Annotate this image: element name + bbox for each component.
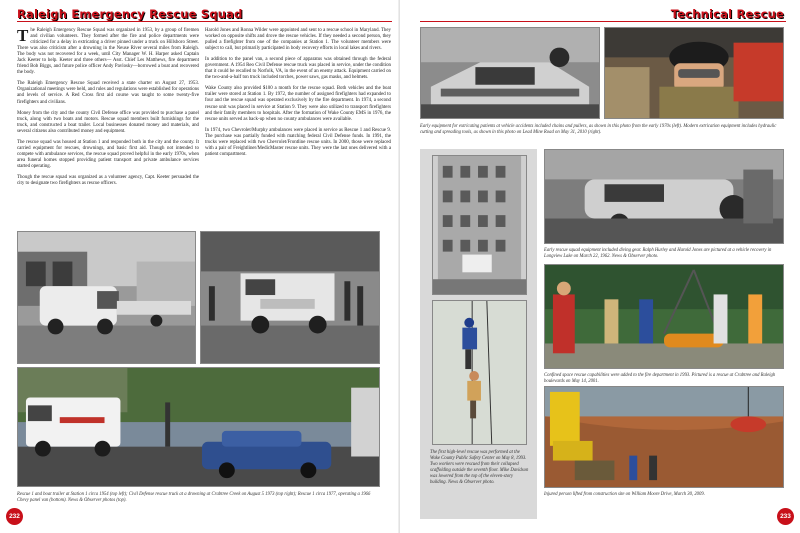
- photo-public-safety-center: [432, 155, 527, 295]
- page-number-left: 232: [6, 508, 23, 525]
- article-column-2: [205, 28, 391, 163]
- paragraph: Wake County also provided $100 a month for the rescue squad. Both vehicles and the boat trailer were stored at Station 1. By 1972, the number of assigned firefighters had expanded to four and the rescue squad was operated exclusively by the fire department. In 1974, a second rescue unit was placed in service at Station 9. They were also utilized to transport firefighters and their family members to hospitals. After the formation of Wake County EMS in 1976, the rescue units served as back-up when no county ambulances were available.: [205, 86, 391, 122]
- paragraph: The Raleigh Emergency Rescue Squad received a state charter on August 27, 1953. Organizational meetings were held, and rules and regulations were established for operations and levels of service. A Red Cross first aid course was taught to some twenty-five firefighters and civilians.: [17, 81, 199, 105]
- photo-rescue-panel-truck: [17, 231, 196, 364]
- paragraph: The rescue squad was housed at Station 1 and responded both in the city and the county. It carried equipment for rescues, drownings, and basic first aid. Though not intended to compete with ambulance services, the rescue squad proved helpful in the early 1970s, when area funeral homes stopped providing patient transport and private ambulance services started operating.: [17, 139, 199, 169]
- paragraph: Though the rescue squad was organized as a volunteer agency, Capt. Keeter persuaded the city to designate two firefighters as rescue officers.: [17, 174, 199, 187]
- page-number-right: 233: [777, 508, 794, 525]
- photo-civil-defense-truck: [200, 231, 380, 364]
- caption-diving-gear: Early rescue squad equipment included diving gear. Ralph Hurley and Harold Jones are pictured at a vehicle recovery in Longview Lake on March 22, 1962. News & Observer photo.: [544, 248, 772, 259]
- photo-modern-extrication: [604, 27, 784, 119]
- paragraph: Money from the city and the county Civil Defense office was provided to purchase a panel truck, along with two boats and motors. Rescue squad members built furnishings for the truck, and constructed a boat trailer. Local businesses donated money and materials, and several citizens also contributed money and equipment.: [17, 110, 199, 134]
- caption-extrication-photos: Early equipment for extricating patients at vehicle accidents included chains and pullers, as shown in this photo from the early 1970s (left). Modern extrication equipment includes hydraulic cutting and spreading tools, as shown in this photo on Lead Mine Road on May 31, 2010 (right).: [420, 124, 777, 135]
- left-page-title: Raleigh Emergency Rescue Squad: [17, 7, 243, 21]
- paragraph: Harold Jones and Ronna Wilder were appointed and sent to a rescue school in Maryland. They worked on opposite shifts and drove the rescue vehicles. If they needed a second person, they pulled a firefighter from one of the companies at Station 1. The volunteer members were subject to call, but primarily participated in body recovery efforts in local lakes and rivers.: [205, 28, 391, 52]
- drop-cap: T: [17, 26, 29, 45]
- photo-rescue-1-panel-van: [17, 367, 380, 487]
- photo-early-extrication: [420, 27, 600, 119]
- article-column-1: [17, 28, 199, 192]
- photo-high-level-rescue: [432, 300, 527, 445]
- photo-diving-gear-recovery: [544, 149, 784, 244]
- photo-construction-site-rescue: [544, 386, 784, 488]
- right-page-title: Technical Rescue: [670, 7, 784, 21]
- header-rule: [420, 21, 786, 22]
- paragraph: In 1974, two Chevrolet/Murphy ambulances were placed in service as Rescue 1 and Rescue 9. The purchase was partially funded with matching federal Civil Defense funds. In 1991, the trucks were replaced with two Chevrolet/Frontline rescue units. In 2000, those were replaced with a pair of Freightliner/MedicMaster rescue units. They were the last ones delivered with a patient compartment.: [205, 127, 391, 157]
- caption-construction-site: Injured person lifted from construction site on William Moore Drive, March 30, 2009.: [544, 492, 705, 497]
- paragraph: he Raleigh Emergency Rescue Squad was organized in 1953, by a group of firemen and civilian volunteers. They formed after the fire and police departments were criticized for a delay in extricating a driver pinned under a truck on Hillsboro Street. There was also criticism after a drowning in the Neuse River several miles from Raleigh. The body was not recovered for a week, until City Manager W. H. Harper asked Captain Jack Keeter to help. Keeter and three others— Asst. Chief Les Matthews, fire department friend Bob Biggs, and future police officer Andy Pavlosky—borrowed a boat and recovered the body.: [17, 28, 199, 76]
- photo-confined-space-rescue: [544, 264, 784, 369]
- caption-left-photos: Rescue 1 and boat trailer at Station 1 circa 1954 (top left); Civil Defense rescue truck at a drowning at Crabtree Creek on August 5 1973 (top right); Rescue 1 circa 1977, operating a 1966 Chevy panel van (bottom). News & Observer photos (top).: [17, 492, 371, 503]
- caption-high-level-rescue: The first high-level rescue was performed at the Wake County Public Safety Center on May 8, 1993. Two workers were rescued from their collapsed scaffolding outside the seventh floor. Mike Davidson was lowered from the top of the eleven-story building. News & Observer photo.: [430, 450, 529, 485]
- caption-confined-space: Confined space rescue capabilities were added to the fire department in 1993. Pictured is a rescue at Crabtree and Raleigh boulevards on May 14, 2001.: [544, 373, 776, 384]
- header-rule: [17, 21, 392, 22]
- paragraph: In addition to the panel van, a second piece of apparatus was obtained through the federal government. A 1954 Reo Civil Defense rescue truck was placed in service, under the condition that it could be recalled to Norfolk, VA, in the event of an enemy attack. Equipment carried on the two-and-a-half ton truck included torches, power saws, gas masks, and helmets.: [205, 57, 391, 81]
